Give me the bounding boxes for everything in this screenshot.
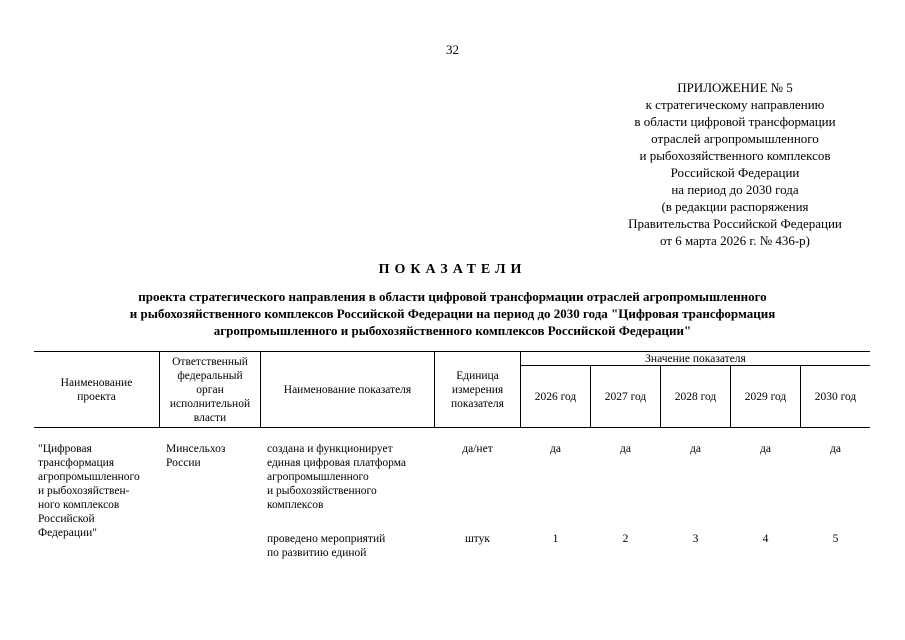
project-name-cell [38,442,158,540]
header-line: проекта [77,390,116,403]
cell-line: создана и функционирует [267,443,393,455]
value-cell-2027: да [620,443,631,455]
cell-line: ного комплексов [38,499,120,511]
appendix-line: в области цифровой трансформации [634,114,836,129]
value-cell-2029: 4 [762,533,769,545]
cell-line: России [166,457,201,469]
header-year-2030: 2030 год [814,390,857,403]
header-line: показателя [451,397,504,410]
header-line: измерения [451,383,504,396]
indicator-name-cell [267,532,432,560]
appendix-line: и рыбохозяйственного комплексов [639,148,831,163]
value-cell-2030: 5 [832,533,839,545]
document-title: ПОКАЗАТЕЛИ [378,262,527,277]
header-year-2027: 2027 год [604,390,647,403]
header-unit [435,352,520,427]
cell-line: "Цифровая [38,443,92,455]
subtitle-line: агропромышленного и рыбохозяйственного комплексов Российской Федерации" [213,323,692,338]
cell-line: и рыбохозяйствен- [38,485,130,497]
header-line: исполнительной [169,397,251,410]
cell-line: проведено мероприятий [267,533,386,545]
unit-cell: штук [464,533,491,545]
cell-line: единая цифровая платформа [267,457,406,469]
appendix-line: ПРИЛОЖЕНИЕ № 5 [677,80,793,95]
cell-line: Минсельхоз [166,443,226,455]
value-cell-2028: 3 [692,533,699,545]
unit-cell: да/нет [462,443,493,455]
value-cell-2029: да [760,443,771,455]
cell-line: комплексов [267,499,324,511]
table-header-bottom-rule [34,427,870,428]
cell-line: агропромышленного [267,471,369,483]
header-year-2026: 2026 год [534,390,577,403]
cell-line: агропромышленного [38,471,140,483]
header-project-name [34,352,159,427]
appendix-line: Правительства Российской Федерации [628,216,842,231]
indicator-name-cell [267,442,432,512]
appendix-line: Российской Федерации [670,165,800,180]
header-year-2029: 2029 год [744,390,787,403]
cell-line: Российской [38,513,95,525]
header-line: Наименование показателя [283,383,412,396]
cell-line: по развитию единой [267,547,367,559]
header-line: власти [193,411,227,424]
appendix-line: к стратегическому направлению [645,97,825,112]
header-indicator-name [261,352,434,427]
appendix-line: от 6 марта 2026 г. № 436-р) [659,233,811,248]
value-cell-2027: 2 [622,533,629,545]
document-subtitle [40,288,865,339]
header-value-group: Значение показателя [645,352,746,365]
subtitle-line: и рыбохозяйственного комплексов Российской Федерации на период до 2030 года "Цифровая трансформация [129,306,776,321]
cell-line: трансформация [38,457,115,469]
header-responsible [160,352,260,427]
page-number: 32 [446,42,459,57]
appendix-line: отраслей агропромышленного [651,131,819,146]
header-line: Ответственный [172,355,248,368]
header-line: Наименование [60,376,133,389]
header-year-2028: 2028 год [674,390,717,403]
value-cell-2028: да [690,443,701,455]
header-line: Единица [456,369,499,382]
header-line: орган [196,383,224,396]
value-cell-2026: да [550,443,561,455]
value-cell-2030: да [830,443,841,455]
appendix-line: (в редакции распоряжения [661,199,809,214]
responsible-cell [166,442,258,470]
value-cell-2026: 1 [552,533,559,545]
appendix-line: на период до 2030 года [671,182,799,197]
subtitle-line: проекта стратегического направления в области цифровой трансформации отраслей агропромышленного [138,289,767,304]
cell-line: Федерации" [38,527,98,539]
header-line: федеральный [177,369,243,382]
appendix-block [600,79,870,249]
cell-line: и рыбохозяйственного [267,485,377,497]
